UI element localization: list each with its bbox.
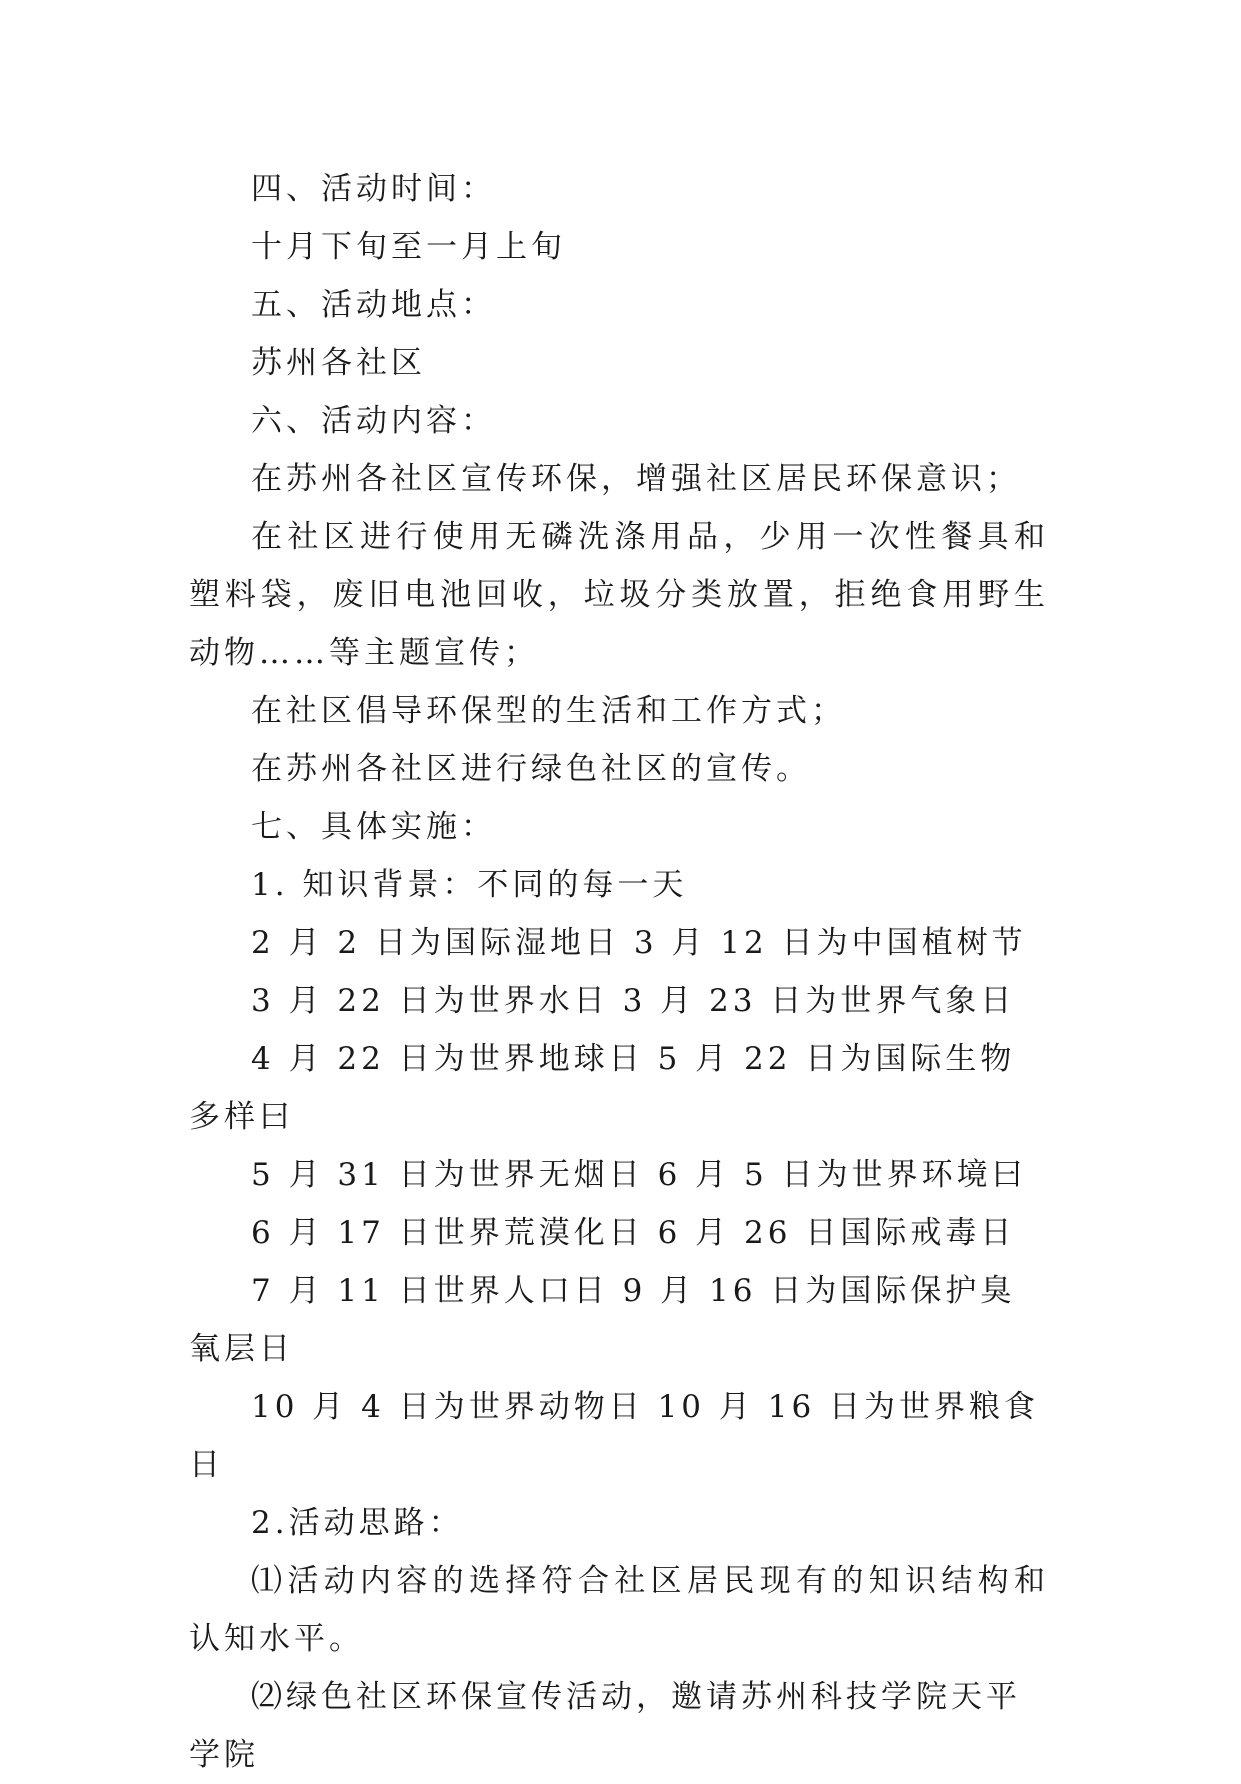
paragraph-content-3: 在社区倡导环保型的生活和工作方式； [251,693,846,729]
date-line-1: 2 月 2 日为国际湿地日 3 月 12 日为中国植树节 [251,925,1027,961]
approach-item-2: ⑵绿色社区环保宣传活动，邀请苏州科技学院天平学院 [189,1679,1021,1773]
document-body [189,160,1049,1784]
subheading-activity-approach: 2.活动思路： [251,1505,464,1541]
date-line-2: 3 月 22 日为世界水日 3 月 23 日为世界气象日 [251,983,1016,1019]
date-line-6: 7 月 11 日世界人口日 9 月 16 日为国际保护臭氧层日 [189,1273,1016,1367]
paragraph-content-2: 在社区进行使用无磷洗涤用品，少用一次性餐具和塑料袋，废旧电池回收，垃圾分类放置，拒绝食用野生动物……等主题宣传； [189,519,1049,671]
paragraph-location-value: 苏州各社区 [251,345,426,381]
subheading-knowledge-background: 1. 知识背景：不同的每一天 [251,867,688,903]
section-heading-time: 四、活动时间： [251,171,496,207]
section-heading-implementation: 七、具体实施： [251,809,496,845]
date-line-3: 4 月 22 日为世界地球日 5 月 22 日为国际生物多样曰 [189,1041,1016,1135]
paragraph-content-1: 在苏州各社区宣传环保，增强社区居民环保意识； [251,461,1021,497]
date-line-4: 5 月 31 日为世界无烟日 6 月 5 日为世界环境曰 [251,1157,1027,1193]
approach-item-1: ⑴活动内容的选择符合社区居民现有的知识结构和认知水平。 [189,1563,1049,1657]
date-line-5: 6 月 17 日世界荒漠化日 6 月 26 日国际戒毒日 [251,1215,1016,1251]
paragraph-content-4: 在苏州各社区进行绿色社区的宣传。 [251,751,811,787]
paragraph-time-value: 十月下旬至一月上旬 [251,229,566,265]
section-heading-location: 五、活动地点： [251,287,496,323]
section-heading-content: 六、活动内容： [251,403,496,439]
date-line-7: 10 月 4 日为世界动物日 10 月 16 日为世界粮食日 [189,1389,1040,1483]
